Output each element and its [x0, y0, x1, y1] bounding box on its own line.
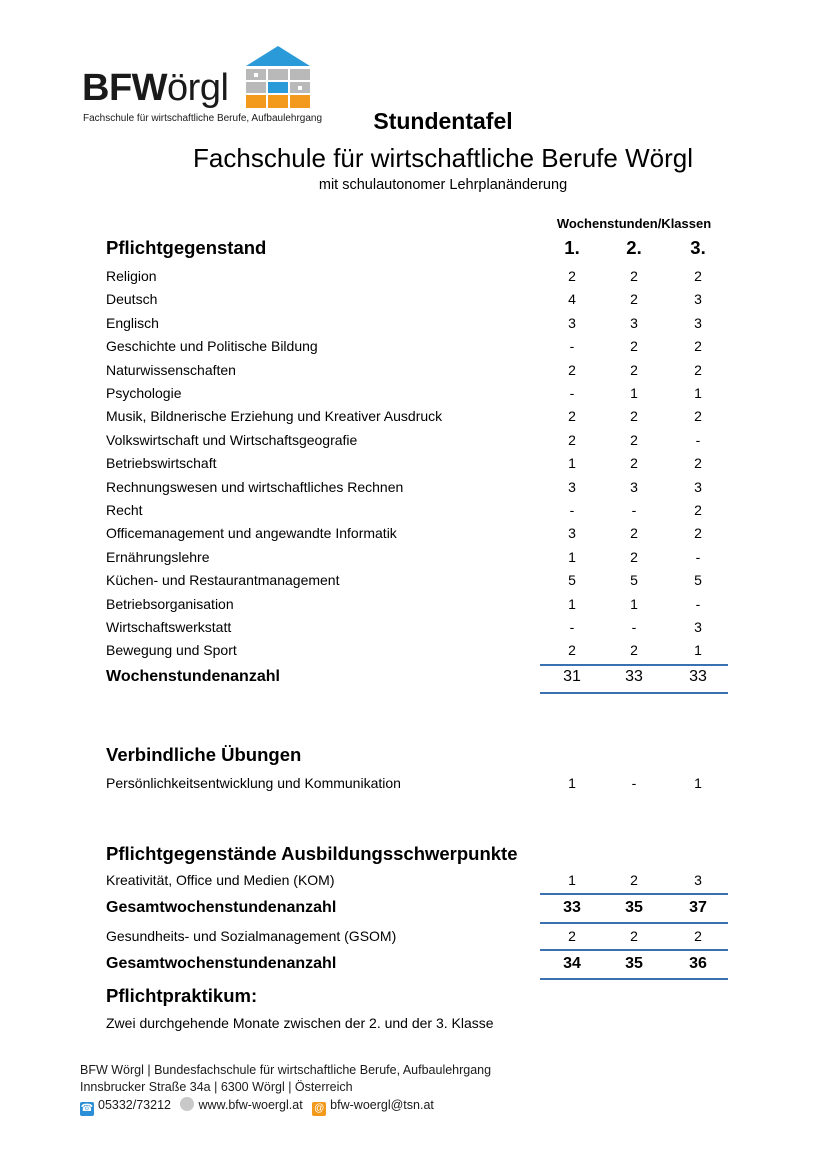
table-row-total [106, 666, 728, 689]
row-value-1: 2 [568, 928, 576, 944]
table-row-gsom [106, 925, 728, 948]
row-value-2: 1 [630, 385, 638, 401]
table-row [106, 569, 728, 592]
footer-contact [80, 1097, 434, 1116]
row-value-3: 1 [694, 385, 702, 401]
row-value-1: 1 [568, 595, 576, 612]
row-value-1: 3 [568, 314, 576, 331]
row-value-1: 5 [568, 572, 576, 589]
page-title: Stundentafel [373, 108, 513, 134]
row-value-2: 2 [630, 361, 638, 378]
table-row [106, 593, 728, 616]
row-label: Persönlichkeitsentwicklung und Kommunikation [106, 775, 401, 791]
row-value-3: 3 [694, 291, 702, 308]
table-row [106, 335, 728, 358]
table-row-kom-total [106, 897, 728, 920]
divider-line [540, 949, 728, 951]
table-row [106, 312, 728, 335]
table-row [106, 772, 728, 795]
row-value-1: 34 [563, 955, 581, 972]
table-row [106, 452, 728, 475]
column-header-2: 2. [626, 237, 642, 258]
row-label: Betriebsorganisation [106, 595, 234, 612]
row-value-3: 2 [694, 502, 702, 518]
table-row [106, 522, 728, 545]
row-value-1: 31 [563, 668, 581, 685]
logo-mark-icon [242, 46, 314, 112]
row-value-3: 2 [694, 268, 702, 284]
row-value-3: 5 [694, 572, 702, 589]
row-value-3: 1 [694, 642, 702, 659]
row-value-2: 3 [630, 478, 638, 495]
row-label: Recht [106, 502, 143, 518]
row-label: Gesundheits- und Sozialmanagement (GSOM) [106, 928, 397, 944]
phone-icon: ☎ [80, 1103, 94, 1114]
row-value-3: 3 [694, 619, 702, 635]
table-row [106, 382, 728, 405]
page-subtitle: Fachschule für wirtschaftliche Berufe Wörgl [193, 143, 693, 173]
row-value-1: 1 [568, 455, 576, 472]
row-value-2: 2 [630, 642, 638, 659]
row-value-3: - [695, 595, 701, 612]
row-value-1: - [569, 502, 575, 518]
row-value-1: - [569, 619, 575, 635]
row-value-2: 35 [625, 899, 643, 916]
section-heading-schwerpunkte: Pflichtgegenstände Ausbildungsschwerpunkte [106, 843, 518, 864]
row-label: Officemanagement und angewandte Informatik [106, 525, 397, 542]
divider-line [540, 692, 728, 694]
row-label: Deutsch [106, 291, 158, 308]
row-value-2: 2 [630, 431, 638, 448]
row-value-1: 2 [568, 408, 576, 425]
row-label: Geschichte und Politische Bildung [106, 338, 318, 355]
row-value-2: 2 [630, 455, 638, 472]
row-label: Kreativität, Office und Medien (KOM) [106, 872, 335, 888]
row-label: Psychologie [106, 385, 182, 401]
row-label: Ernährungslehre [106, 548, 210, 565]
row-value-3: 2 [694, 338, 702, 355]
row-value-2: 33 [625, 668, 643, 685]
table-row [106, 546, 728, 569]
footer-line-2: Innsbrucker Straße 34a | 6300 Wörgl | Österreich [80, 1080, 353, 1094]
row-value-2: 2 [630, 268, 638, 284]
row-value-2: 2 [630, 548, 638, 565]
divider-line [540, 922, 728, 924]
divider-line [540, 978, 728, 980]
row-label: Betriebswirtschaft [106, 455, 217, 472]
logo-subline: Fachschule für wirtschaftliche Berufe, Aufbaulehrgang [83, 113, 323, 124]
row-label: Religion [106, 268, 157, 284]
row-label: Küchen- und Restaurantmanagement [106, 572, 340, 589]
row-value-2: 5 [630, 572, 638, 589]
row-value-2: 1 [630, 595, 638, 612]
table-row [106, 405, 728, 428]
footer-line-1: BFW Wörgl | Bundesfachschule für wirtschaftliche Berufe, Aufbaulehrgang [80, 1063, 492, 1077]
row-label: Musik, Bildnerische Erziehung und Kreativer Ausdruck [106, 408, 443, 425]
row-value-2: 2 [630, 525, 638, 542]
row-value-1: 33 [563, 899, 581, 916]
row-value-1: - [569, 338, 575, 355]
row-value-2: 2 [630, 338, 638, 355]
row-value-3: 3 [694, 314, 702, 331]
row-value-1: 1 [568, 872, 576, 888]
footer-web[interactable]: www.bfw-woergl.at [198, 1098, 303, 1112]
row-label: Wirtschaftswerkstatt [106, 619, 232, 635]
footer-phone: 05332/73212 [98, 1098, 171, 1112]
footer-email[interactable]: bfw-woergl@tsn.at [330, 1098, 434, 1112]
row-label: Gesamtwochenstundenanzahl [106, 955, 337, 972]
row-value-3: 3 [694, 872, 702, 888]
row-value-1: 2 [568, 361, 576, 378]
row-value-1: 2 [568, 431, 576, 448]
page-note: mit schulautonomer Lehrplanänderung [318, 177, 568, 193]
row-label: Rechnungswesen und wirtschaftliches Rechnen [106, 478, 404, 495]
table-row [106, 616, 728, 639]
table-row-gsom-total [106, 953, 728, 976]
row-value-2: 2 [630, 291, 638, 308]
row-value-1: 1 [568, 775, 576, 791]
row-value-2: - [631, 775, 637, 791]
row-value-1: 3 [568, 525, 576, 542]
row-value-2: 2 [630, 928, 638, 944]
at-icon: @ [314, 1103, 325, 1114]
table-row [106, 476, 728, 499]
row-value-2: 2 [630, 872, 638, 888]
row-value-3: - [695, 548, 701, 565]
table-row [106, 265, 728, 288]
row-value-1: 4 [568, 291, 576, 308]
row-value-3: 2 [694, 928, 702, 944]
table-row [106, 499, 728, 522]
row-value-1: 3 [568, 478, 576, 495]
row-label: Englisch [106, 314, 159, 331]
section-heading-praktikum: Pflichtpraktikum: [106, 985, 258, 1006]
logo-wordmark: BFWörgl [82, 67, 229, 109]
row-value-2: 2 [630, 408, 638, 425]
row-value-1: 2 [568, 642, 576, 659]
table-row-kom [106, 869, 728, 892]
section-heading-uebungen: Verbindliche Übungen [106, 744, 302, 765]
row-value-1: - [569, 385, 575, 401]
row-value-3: 36 [689, 955, 707, 972]
row-value-3: 2 [694, 525, 702, 542]
column-header-3: 3. [690, 237, 706, 258]
praktikum-text: Zwei durchgehende Monate zwischen der 2. und der 3. Klasse [106, 1015, 494, 1031]
table-row [106, 429, 728, 452]
column-caption: Wochenstunden/Klassen [556, 216, 712, 231]
divider-line [540, 893, 728, 895]
row-value-3: 37 [689, 899, 707, 916]
row-value-3: 2 [694, 361, 702, 378]
row-value-3: 2 [694, 455, 702, 472]
row-value-1: 1 [568, 548, 576, 565]
row-label: Wochenstundenanzahl [106, 668, 280, 685]
row-label: Naturwissenschaften [106, 361, 236, 378]
row-value-2: - [631, 619, 637, 635]
row-label: Gesamtwochenstundenanzahl [106, 899, 337, 916]
row-value-3: 33 [689, 668, 707, 685]
table-row [106, 639, 728, 662]
row-value-2: 3 [630, 314, 638, 331]
row-value-3: 3 [694, 478, 702, 495]
row-value-3: 1 [694, 775, 702, 791]
column-header-1: 1. [564, 237, 580, 258]
row-label: Volkswirtschaft und Wirtschaftsgeografie [106, 431, 358, 448]
row-value-3: 2 [694, 408, 702, 425]
globe-icon [180, 1097, 194, 1111]
row-value-1: 2 [568, 268, 576, 284]
row-value-2: - [631, 502, 637, 518]
row-label: Bewegung und Sport [106, 642, 237, 659]
row-value-3: - [695, 431, 701, 448]
table-row [106, 359, 728, 382]
row-value-2: 35 [625, 955, 643, 972]
table-row [106, 288, 728, 311]
section-heading-pflicht: Pflichtgegenstand [106, 237, 267, 258]
